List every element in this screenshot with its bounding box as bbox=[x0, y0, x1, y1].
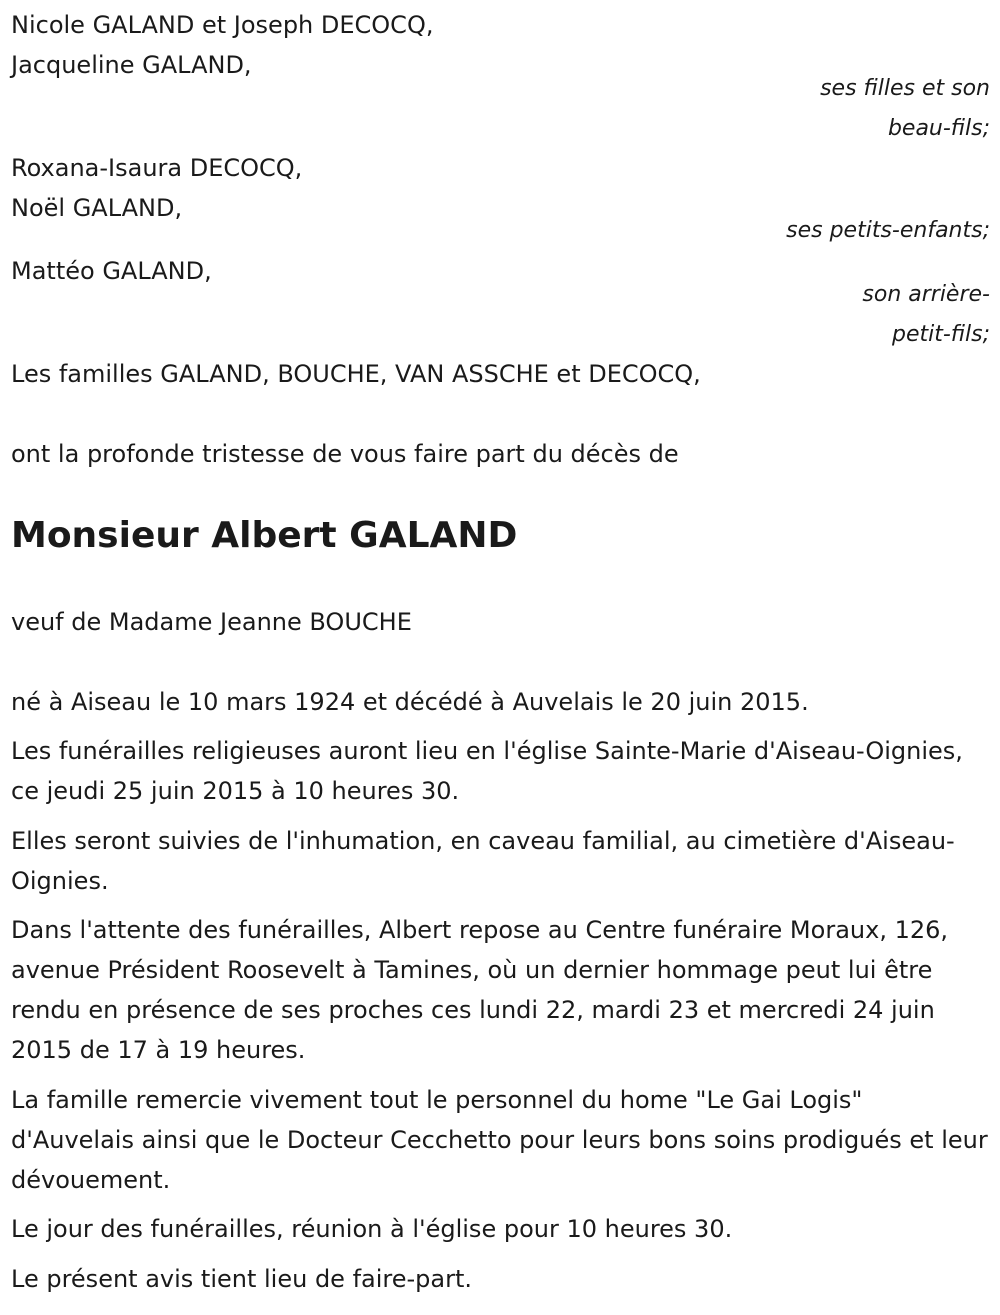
closing-paragraph: Le présent avis tient lieu de faire-part. bbox=[11, 1265, 473, 1293]
grandchild-line-1: Roxana-Isaura DECOCQ, bbox=[11, 154, 303, 182]
deceased-name: Monsieur Albert GALAND bbox=[11, 515, 518, 556]
great-grandchild-line: Mattéo GALAND, bbox=[11, 257, 212, 285]
daughters-relation-line-1: ses filles et son bbox=[820, 76, 990, 101]
families-line: Les familles GALAND, BOUCHE, VAN ASSCHE et DECOCQ, bbox=[11, 360, 701, 388]
visitation-paragraph: Dans l'attente des funérailles, Albert repose au Centre funéraire Moraux, 126, avenue Président Roosevelt à Tamines, où un dernier hommage peut lui être rendu en présence de ses proches ces lundi 22, mardi 23 et mercredi 24 juin 2015 de 17 à 19 heures. bbox=[11, 916, 949, 1064]
daughters-line-2: Jacqueline GALAND, bbox=[11, 51, 252, 79]
grandchildren-relation: ses petits-enfants; bbox=[786, 218, 990, 243]
thanks-paragraph: La famille remercie vivement tout le personnel du home "Le Gai Logis" d'Auvelais ainsi que le Docteur Cecchetto pour leurs bons soins prodigués et leur dévouement. bbox=[11, 1086, 988, 1194]
grandchild-line-2: Noël GALAND, bbox=[11, 194, 183, 222]
funeral-service-paragraph: Les funérailles religieuses auront lieu en l'église Sainte-Marie d'Aiseau-Oignies, ce jeudi 25 juin 2015 à 10 heures 30. bbox=[11, 737, 963, 805]
burial-paragraph: Elles seront suivies de l'inhumation, en caveau familial, au cimetière d'Aiseau-Oignies. bbox=[11, 827, 955, 895]
great-grandchild-relation-line-1: son arrière- bbox=[862, 282, 990, 307]
daughters-relation-line-2: beau-fils; bbox=[887, 116, 990, 141]
birth-death-paragraph: né à Aiseau le 10 mars 1924 et décédé à Auvelais le 20 juin 2015. bbox=[11, 688, 809, 716]
daughters-line-1: Nicole GALAND et Joseph DECOCQ, bbox=[11, 11, 434, 39]
widower-line: veuf de Madame Jeanne BOUCHE bbox=[11, 608, 412, 636]
announcement-intro: ont la profonde tristesse de vous faire part du décès de bbox=[11, 440, 679, 468]
meeting-paragraph: Le jour des funérailles, réunion à l'église pour 10 heures 30. bbox=[11, 1215, 733, 1243]
great-grandchild-relation-line-2: petit-fils; bbox=[891, 322, 990, 347]
